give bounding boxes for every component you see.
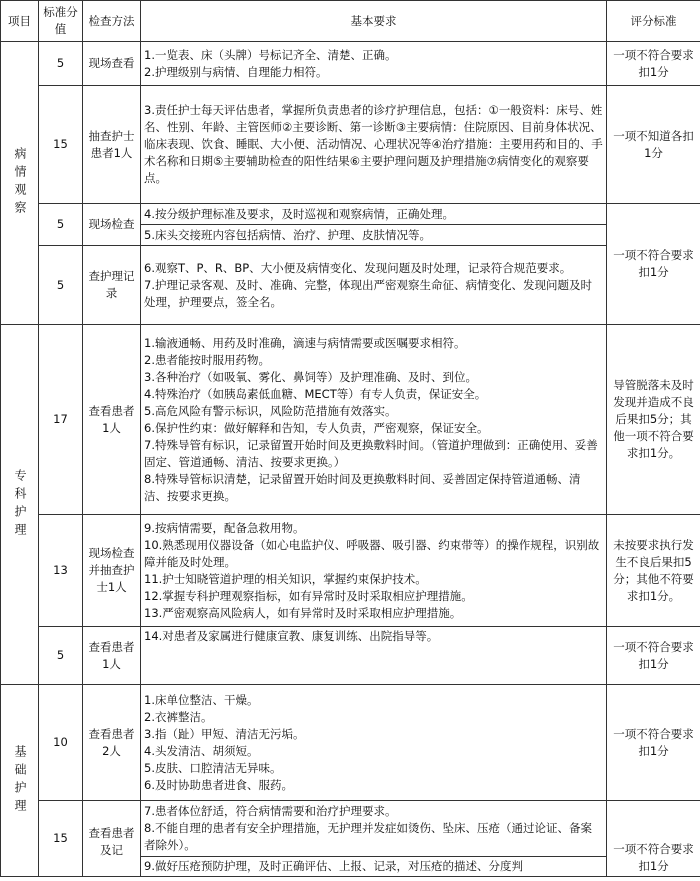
- header-method: 检查方法: [83, 1, 141, 42]
- requirement-line: 9.按病情需要，配备急救用物。: [144, 520, 305, 535]
- requirement-line: 13.严密观察高风险病人，如有异常时及时采取相应护理措施。: [144, 605, 462, 620]
- header-evaluation: 评分标准: [607, 1, 700, 42]
- requirement-line: 8.特殊导管标识清楚，记录留置开始时间及更换敷料时间、妥善固定保持管道通畅、清洁、按要求更换。: [144, 471, 581, 503]
- eval-cell: 一项不符合要求扣1分: [607, 627, 700, 685]
- requirement-cell: [141, 857, 607, 877]
- requirement-cell: [141, 246, 607, 325]
- requirement-line: 3.各种治疗（如吸氧、雾化、鼻饲等）及护理准确、及时、到位。: [144, 369, 477, 384]
- category-cell: 病情观察: [1, 42, 39, 325]
- requirement-line: 10.熟悉现用仪器设备（如心电监护仪、呼吸器、吸引器、约束带等）的操作规程，识别故障并能及时处理。: [144, 537, 600, 569]
- requirement-line: 8.不能自理的患者有安全护理措施，无护理并发症如烫伤、坠床、压疮（通过论证、备案者除外）。: [144, 821, 592, 852]
- requirement-cell: [141, 627, 607, 685]
- eval-cell: 导管脱落未及时发现并造成不良后果扣5分；其他一项不符合要求扣1分。: [607, 325, 700, 515]
- method-cell: 抽查护士患者1人: [83, 86, 141, 204]
- method-cell: 现场查看: [83, 42, 141, 86]
- score-cell: 5: [39, 42, 83, 86]
- score-cell: 10: [39, 685, 83, 801]
- eval-cell: 一项不符合要求扣1分: [607, 801, 700, 877]
- requirement-line: 7.护理记录客观、及时、准确、完整，体现出严密观察生命征、病情变化、发现问题及时处理，护理要点，签全名。: [144, 277, 592, 309]
- category-cell: 专科护理: [1, 325, 39, 685]
- requirement-line: 7.患者体位舒适，符合病情需要和治疗护理要求。: [144, 804, 397, 818]
- requirement-line: 9.做好压疮预防护理，及时正确评估、上报、记录，对压疮的描述、分度判: [144, 859, 523, 873]
- requirement-cell: [141, 225, 607, 246]
- table-row: [1, 685, 700, 801]
- eval-cell: 未按要求执行发生不良后果扣5分；其他不符要求扣1分。: [607, 515, 700, 627]
- requirement-line: 4.头发清洁、胡须短。: [144, 743, 259, 758]
- requirement-line: 1.一览表、床（头牌）号标记齐全、清楚、正确。: [144, 47, 397, 62]
- requirement-line: 6.及时协助患者进食、服药。: [144, 777, 293, 792]
- method-cell: 查看患者及记: [83, 801, 141, 877]
- requirement-line: 12.掌握专科护理观察指标，如有异常时及时采取相应护理措施。: [144, 588, 473, 603]
- requirement-cell: [141, 42, 607, 86]
- requirement-line: 5.高危风险有警示标识，风险防范措施有效落实。: [144, 403, 397, 418]
- eval-cell: 一项不知道各扣1分: [607, 86, 700, 204]
- requirement-line: 5.皮肤、口腔清洁无异味。: [144, 760, 282, 775]
- table-row: [1, 42, 700, 86]
- table-row: [1, 801, 700, 857]
- category-cell: 基础护理: [1, 685, 39, 877]
- table-row: [1, 627, 700, 685]
- score-cell: 17: [39, 325, 83, 515]
- requirement-line: 14.对患者及家属进行健康宣教、康复训练、出院指导等。: [144, 629, 439, 643]
- requirement-cell: [141, 86, 607, 204]
- requirement-line: 7.特殊导管有标识，记录留置开始时间及更换敷料时间。（管道护理做到：正确使用、妥善固定、管道通畅、清洁、按要求更换。）: [144, 437, 598, 469]
- score-cell: 13: [39, 515, 83, 627]
- score-cell: 5: [39, 204, 83, 246]
- table-row: [1, 246, 700, 325]
- method-cell: 查看患者1人: [83, 325, 141, 515]
- requirement-line: 6.观察T、P、R、BP、大小便及病情变化、发现问题及时处理，记录符合规范要求。: [144, 260, 572, 275]
- requirement-line: 2.护理级别与病情、自理能力相符。: [144, 64, 328, 79]
- requirement-cell: [141, 685, 607, 801]
- requirement-line: 1.床单位整洁、干燥。: [144, 692, 259, 707]
- requirement-line: 11.护士知晓管道护理的相关知识，掌握约束保护技术。: [144, 571, 427, 586]
- requirement-line: 5.床头交接班内容包括病情、治疗、护理、皮肤情况等。: [144, 227, 431, 242]
- eval-cell: 一项不符合要求扣1分: [607, 204, 700, 325]
- requirement-line: 1.输液通畅、用药及时准确，滴速与病情需要或医嘱要求相符。: [144, 335, 466, 350]
- requirement-line: 6.保护性约束：做好解释和告知，专人负责，严密观察，保证安全。: [144, 420, 489, 435]
- requirement-line: 4.按分级护理标准及要求，及时巡视和观察病情，正确处理。: [144, 206, 454, 221]
- requirement-cell: [141, 515, 607, 627]
- eval-cell: 一项不符合要求扣1分: [607, 42, 700, 86]
- requirement-cell: [141, 325, 607, 515]
- requirement-cell: [141, 801, 607, 857]
- header-requirements: 基本要求: [141, 1, 607, 42]
- method-cell: 现场检查: [83, 204, 141, 246]
- requirement-cell: [141, 204, 607, 225]
- requirement-line: 2.衣裤整洁。: [144, 709, 213, 724]
- score-cell: 5: [39, 246, 83, 325]
- score-cell: 5: [39, 627, 83, 685]
- table-row: [1, 325, 700, 515]
- score-cell: 15: [39, 86, 83, 204]
- requirement-line: 4.特殊治疗（如胰岛素低血糖、MECT等）有专人负责，保证安全。: [144, 386, 487, 401]
- table-row: [1, 204, 700, 225]
- requirement-line: 3.指（趾）甲短、清洁无污垢。: [144, 726, 305, 741]
- method-cell: 查看患者2人: [83, 685, 141, 801]
- header-item: 项目: [1, 1, 39, 42]
- table-row: [1, 515, 700, 627]
- requirement-line: 2.患者能按时服用药物。: [144, 352, 270, 367]
- method-cell: 现场检查并抽查护士1人: [83, 515, 141, 627]
- header-score: 标准分值: [39, 1, 83, 42]
- method-cell: 查护理记录: [83, 246, 141, 325]
- method-cell: 查看患者1人: [83, 627, 141, 685]
- requirement-line: 3.责任护士每天评估患者，掌握所负责患者的诊疗护理信息，包括：①一般资料：床号、姓名、性别、年龄、主管医师②主要诊断、第一诊断③主要病情：住院原因、目前身体状况、临床表现、饮食、睡眠、大小便、活动情况、心理状况等④治疗措施：主要用药和目的、手术名称和日期⑤主要辅助检查的阳性结果⑥主要护理问题及护理措施⑦病情变化的观察要点。: [144, 103, 603, 185]
- score-cell: 15: [39, 801, 83, 877]
- table-row: [1, 86, 700, 204]
- eval-cell: 一项不符合要求扣1分: [607, 685, 700, 801]
- header-row: [1, 1, 700, 42]
